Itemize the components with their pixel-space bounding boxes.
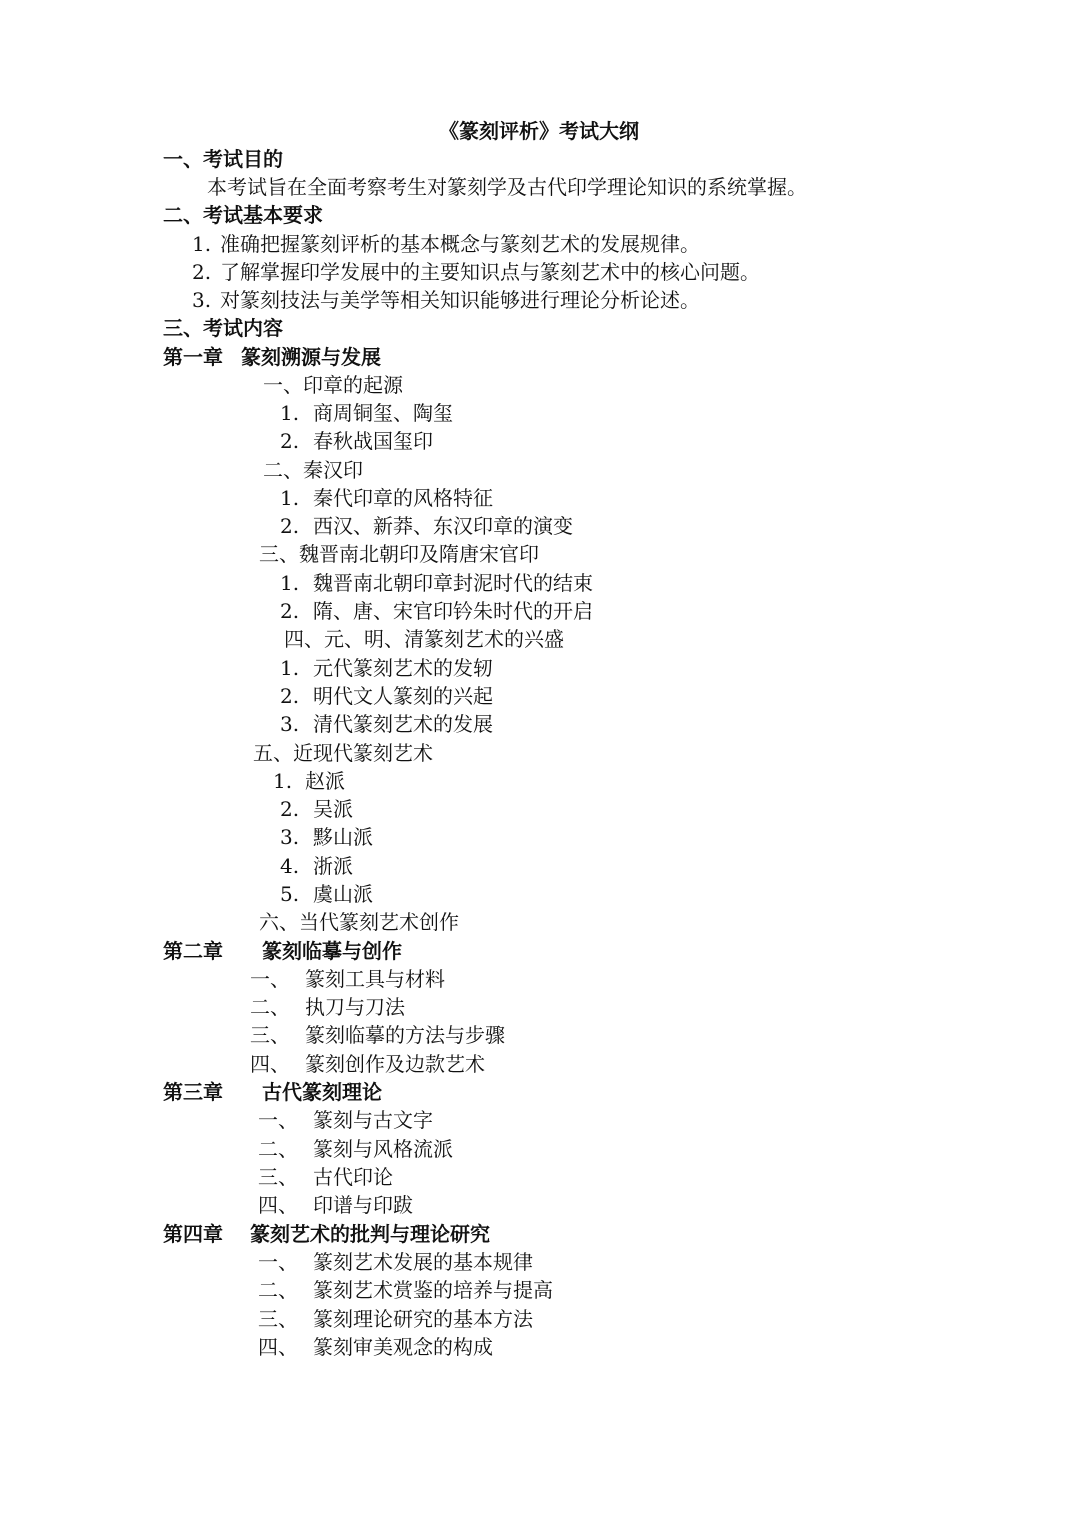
item-text: 魏晋南北朝印章封泥时代的结束 <box>313 571 593 595</box>
list-item <box>258 1276 553 1304</box>
item-text: 春秋战国玺印 <box>313 429 433 453</box>
item-text: 赵派 <box>305 769 345 793</box>
item-number: 三、 <box>258 1307 298 1331</box>
item-number: 1. <box>280 656 300 680</box>
list-item <box>258 1106 433 1134</box>
list-item <box>258 1163 393 1191</box>
item-number: 1. <box>280 571 300 595</box>
item-text: 商周铜玺、陶玺 <box>313 401 453 425</box>
chapter-label: 第四章 <box>163 1222 223 1246</box>
subsection-title: 一、印章的起源 <box>263 373 403 397</box>
item-text: 篆刻与风格流派 <box>313 1137 453 1161</box>
list-item <box>280 852 353 880</box>
item-number: 1. <box>280 486 300 510</box>
list-item <box>250 965 445 993</box>
item-number: 四、 <box>258 1335 298 1359</box>
item-text: 篆刻与古文字 <box>313 1108 433 1132</box>
chapter-label: 第三章 <box>163 1080 223 1104</box>
item-number: 一、 <box>250 967 290 991</box>
list-item <box>280 569 593 597</box>
chapter-label: 第二章 <box>163 939 223 963</box>
item-number: 5. <box>280 882 300 906</box>
list-item <box>280 880 373 908</box>
item-text: 篆刻工具与材料 <box>305 967 445 991</box>
item-number: 3. <box>192 288 212 312</box>
item-number: 2. <box>192 260 212 284</box>
list-item <box>250 993 405 1021</box>
chapter-heading <box>163 1078 382 1106</box>
item-text: 篆刻审美观念的构成 <box>313 1335 493 1359</box>
item-text: 浙派 <box>313 854 353 878</box>
chapter-heading <box>163 343 381 371</box>
list-item <box>280 823 373 851</box>
list-item <box>250 1021 505 1049</box>
item-number: 二、 <box>250 995 290 1019</box>
chapter-title: 篆刻艺术的批判与理论研究 <box>250 1222 490 1246</box>
item-number: 三、 <box>258 1165 298 1189</box>
requirement-item <box>192 258 760 286</box>
list-item <box>258 1191 413 1219</box>
list-item <box>280 484 493 512</box>
item-number: 2. <box>280 599 300 623</box>
section-heading-purpose: 一、考试目的 <box>163 147 283 171</box>
chapter-title: 篆刻临摹与创作 <box>262 939 402 963</box>
page-title: 《篆刻评析》考试大纲 <box>439 119 639 143</box>
item-number: 2. <box>280 429 300 453</box>
item-text: 古代印论 <box>313 1165 393 1189</box>
section-heading-requirements: 二、考试基本要求 <box>163 203 323 227</box>
item-number: 二、 <box>258 1137 298 1161</box>
chapter-heading <box>163 937 402 965</box>
item-text: 元代篆刻艺术的发轫 <box>313 656 493 680</box>
item-number: 3. <box>280 712 300 736</box>
item-text: 清代篆刻艺术的发展 <box>313 712 493 736</box>
chapter-title: 篆刻溯源与发展 <box>241 345 381 369</box>
item-text: 印谱与印跋 <box>313 1193 413 1217</box>
item-text: 了解掌握印学发展中的主要知识点与篆刻艺术中的核心问题。 <box>220 260 760 284</box>
item-text: 黟山派 <box>313 825 373 849</box>
requirement-item <box>192 230 700 258</box>
item-number: 1. <box>192 232 212 256</box>
list-item <box>280 682 493 710</box>
item-number: 二、 <box>258 1278 298 1302</box>
list-item <box>258 1135 453 1163</box>
item-number: 3. <box>280 825 300 849</box>
chapter-title: 古代篆刻理论 <box>262 1080 382 1104</box>
subsection-title: 二、秦汉印 <box>263 458 363 482</box>
chapter-heading <box>163 1220 490 1248</box>
list-item <box>280 597 593 625</box>
section-heading-content: 三、考试内容 <box>163 316 283 340</box>
requirement-item <box>192 286 700 314</box>
item-text: 对篆刻技法与美学等相关知识能够进行理论分析论述。 <box>220 288 700 312</box>
item-text: 西汉、新莽、东汉印章的演变 <box>313 514 573 538</box>
list-item <box>280 654 493 682</box>
item-number: 四、 <box>250 1052 290 1076</box>
item-text: 明代文人篆刻的兴起 <box>313 684 493 708</box>
list-item <box>258 1333 493 1361</box>
list-item <box>280 795 353 823</box>
chapter-label: 第一章 <box>163 345 223 369</box>
list-item <box>280 427 433 455</box>
list-item <box>280 710 493 738</box>
subsection-title: 六、当代篆刻艺术创作 <box>259 910 459 934</box>
item-number: 一、 <box>258 1108 298 1132</box>
item-text: 执刀与刀法 <box>305 995 405 1019</box>
item-text: 秦代印章的风格特征 <box>313 486 493 510</box>
subsection-title: 三、魏晋南北朝印及隋唐宋官印 <box>259 542 539 566</box>
item-number: 1. <box>280 401 300 425</box>
item-text: 隋、唐、宋官印钤朱时代的开启 <box>313 599 593 623</box>
item-number: 2. <box>280 514 300 538</box>
list-item <box>258 1305 533 1333</box>
subsection-title: 五、近现代篆刻艺术 <box>253 741 433 765</box>
list-item <box>250 1050 485 1078</box>
item-number: 2. <box>280 797 300 821</box>
list-item <box>280 399 453 427</box>
item-text: 准确把握篆刻评析的基本概念与篆刻艺术的发展规律。 <box>220 232 700 256</box>
item-number: 1. <box>273 769 293 793</box>
item-number: 一、 <box>258 1250 298 1274</box>
subsection-title: 四、元、明、清篆刻艺术的兴盛 <box>284 627 564 651</box>
item-text: 虞山派 <box>313 882 373 906</box>
section-body-purpose: 本考试旨在全面考察考生对篆刻学及古代印学理论知识的系统掌握。 <box>207 175 807 199</box>
item-text: 吴派 <box>313 797 353 821</box>
item-number: 四、 <box>258 1193 298 1217</box>
item-number: 4. <box>280 854 300 878</box>
item-text: 篆刻理论研究的基本方法 <box>313 1307 533 1331</box>
item-text: 篆刻临摹的方法与步骤 <box>305 1023 505 1047</box>
item-text: 篆刻艺术发展的基本规律 <box>313 1250 533 1274</box>
item-text: 篆刻艺术赏鉴的培养与提高 <box>313 1278 553 1302</box>
list-item <box>280 512 573 540</box>
list-item <box>258 1248 533 1276</box>
item-number: 三、 <box>250 1023 290 1047</box>
item-text: 篆刻创作及边款艺术 <box>305 1052 485 1076</box>
item-number: 2. <box>280 684 300 708</box>
list-item <box>273 767 345 795</box>
